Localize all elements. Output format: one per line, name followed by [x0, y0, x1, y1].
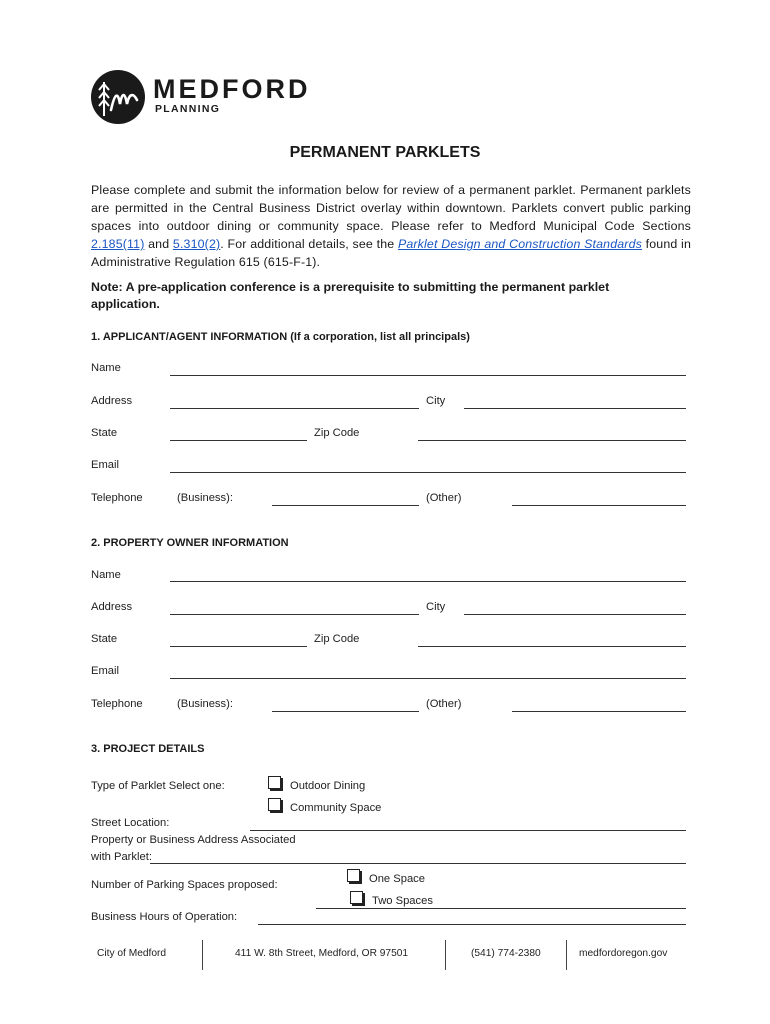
owner-state-label: State: [91, 633, 118, 645]
logo-title: MEDFORD: [153, 74, 311, 104]
footer-website[interactable]: medfordoregon.gov: [579, 948, 668, 959]
applicant-city-label: City: [426, 395, 446, 407]
footer-divider-3: [566, 940, 567, 970]
applicant-email-field[interactable]: [170, 472, 686, 473]
footer-address: 411 W. 8th Street, Medford, OR 97501: [235, 948, 409, 959]
applicant-name-field[interactable]: [170, 375, 686, 376]
pre-application-note: Note: A pre-application conference is a prerequisite to submitting the permanent parklet application.: [91, 280, 610, 311]
owner-other-phone-field[interactable]: [512, 711, 686, 712]
footer-phone: (541) 774-2380: [471, 948, 541, 959]
owner-zip-label: Zip Code: [314, 633, 360, 645]
intro-and: and: [144, 237, 173, 251]
footer-divider-2: [445, 940, 446, 970]
section-3-title: 3. PROJECT DETAILS: [91, 743, 205, 755]
logo-subtitle: PLANNING: [155, 103, 221, 115]
community-space-label: Community Space: [290, 802, 382, 814]
community-space-checkbox[interactable]: [268, 798, 281, 811]
intro-text-2: . For additional details, see the: [220, 237, 398, 251]
applicant-business-label: (Business):: [177, 492, 233, 504]
property-address-field[interactable]: [150, 863, 686, 864]
applicant-address-field[interactable]: [170, 408, 419, 409]
footer-divider-1: [202, 940, 203, 970]
owner-name-field[interactable]: [170, 581, 686, 582]
outdoor-dining-checkbox[interactable]: [268, 776, 281, 789]
one-space-label: One Space: [369, 873, 425, 885]
code-link-2-185[interactable]: 2.185(11): [91, 237, 145, 251]
code-link-5-310[interactable]: 5.310(2): [172, 237, 221, 251]
intro-text-3: found in Administrative Regulation 615 (615-F-1).: [91, 237, 691, 269]
street-location-label: Street Location:: [91, 817, 170, 829]
applicant-other-phone-field[interactable]: [512, 505, 686, 506]
owner-business-label: (Business):: [177, 698, 233, 710]
owner-email-field[interactable]: [170, 678, 686, 679]
applicant-zip-field[interactable]: [418, 440, 686, 441]
applicant-business-phone-field[interactable]: [272, 505, 419, 506]
applicant-state-field[interactable]: [170, 440, 307, 441]
owner-city-field[interactable]: [464, 614, 686, 615]
owner-address-label: Address: [91, 601, 133, 613]
property-address-label-1: Property or Business Address Associated: [91, 834, 296, 846]
document-title: PERMANENT PARKLETS: [289, 144, 481, 161]
one-space-checkbox[interactable]: [347, 869, 360, 882]
two-spaces-checkbox[interactable]: [350, 891, 363, 904]
parking-spaces-label: Number of Parking Spaces proposed:: [91, 879, 278, 891]
owner-city-label: City: [426, 601, 446, 613]
applicant-other-label: (Other): [426, 492, 462, 504]
owner-state-field[interactable]: [170, 646, 307, 647]
parking-spaces-field[interactable]: [316, 908, 686, 909]
applicant-telephone-label: Telephone: [91, 492, 143, 504]
owner-zip-field[interactable]: [418, 646, 686, 647]
applicant-city-field[interactable]: [464, 408, 686, 409]
outdoor-dining-label: Outdoor Dining: [290, 780, 366, 792]
intro-paragraph: [91, 181, 691, 271]
applicant-email-label: Email: [91, 459, 119, 471]
street-location-field[interactable]: [250, 830, 686, 831]
owner-telephone-label: Telephone: [91, 698, 143, 710]
owner-address-field[interactable]: [170, 614, 419, 615]
owner-email-label: Email: [91, 665, 119, 677]
parklet-type-label: Type of Parklet Select one:: [91, 780, 225, 792]
intro-text-1: Please complete and submit the information below for review of a permanent parklet. Permanent parklets are permitted in the Central Business District overlay within downtown. Parklets convert public parking spaces into outdoor dining or community space. Please refer to Medford Municipal Code Sections: [91, 183, 691, 233]
parklet-standards-link[interactable]: Parklet Design and Construction Standards: [397, 237, 642, 251]
owner-business-phone-field[interactable]: [272, 711, 419, 712]
applicant-state-label: State: [91, 427, 118, 439]
two-spaces-label: Two Spaces: [372, 895, 433, 907]
applicant-zip-label: Zip Code: [314, 427, 360, 439]
applicant-name-label: Name: [91, 362, 121, 374]
applicant-address-label: Address: [91, 395, 133, 407]
property-address-label-2: with Parklet:: [91, 851, 152, 863]
footer-city: City of Medford: [97, 948, 167, 959]
section-2-title: 2. PROPERTY OWNER INFORMATION: [91, 537, 289, 549]
owner-other-label: (Other): [426, 698, 462, 710]
section-1-title: 1. APPLICANT/AGENT INFORMATION (If a corporation, list all principals): [91, 331, 470, 343]
owner-name-label: Name: [91, 569, 121, 581]
medford-logo-icon: [91, 70, 145, 124]
business-hours-label: Business Hours of Operation:: [91, 911, 238, 923]
business-hours-field[interactable]: [258, 924, 686, 925]
